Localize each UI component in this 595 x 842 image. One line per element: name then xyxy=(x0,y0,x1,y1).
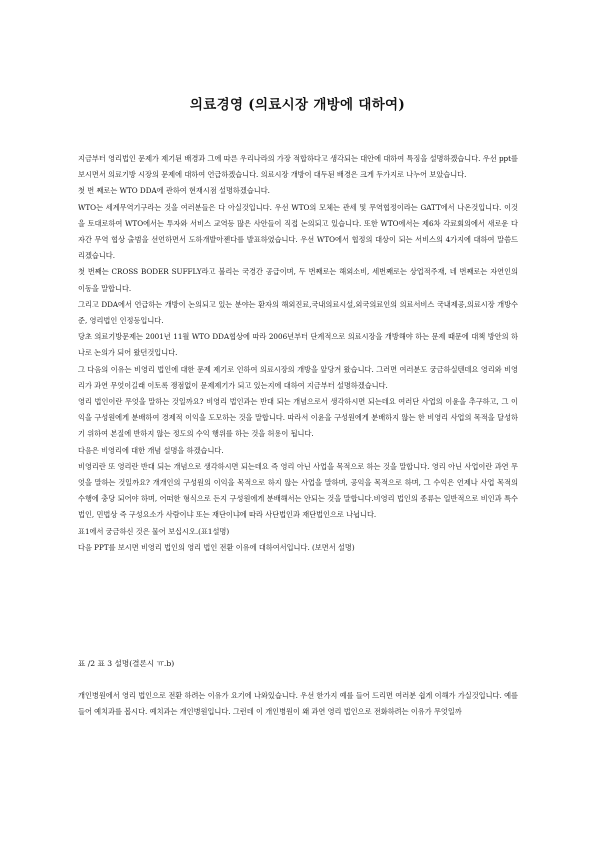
paragraph: 비영리란 또 영리란 반대 되는 개념으로 생각하시면 되는데요 즉 영리 아닌 사업을 목적으로 하는 것을 말합니다. 영리 아닌 사업이란 과연 무엇을 말하는 것일까요? 개개인의 구성원의 이익을 목적으로 하지 않는 사업을 말하며, 공익을 목적으로 하며, 그 수익은 언제나 사업 목적의 수행에 충당 되어야 하며, 어떠한 형식으로 든지 구성원에게 분배해서는 안되는 것을 말합니다.비영리 법인의 종류는 일반적으로 비인과 특수법인, 민법상 즉 구성요소가 사람이냐 또는 재단이냐에 따라 사단법인과 재단법인으로 나뉩니다. xyxy=(78,461,518,520)
paragraph: 그 다음의 이유는 비영리 법인에 대한 문제 제기로 인하여 의료시장의 개방을 앞당겨 왔습니다. 그러면 여러분도 궁금하실텐데요 영리와 비영리가 과연 무엇이길래 이토록 쟁점없이 문제제기가 되고 있는지에 대하여 지금부터 설명하겠습니다. xyxy=(78,364,518,390)
paragraph: 첫 번 째로는 WTO DDA에 관하여 현재시점 설명하겠습니다. xyxy=(78,186,270,196)
paragraph: 당초 의료기방문제는 2001년 11월 WTO DDA협상에 따라 2006년부터 단계적으로 의료시장을 개방해야 하는 문제 때문에 대책 방안의 하나로 논의가 되어 왔던것입니다. xyxy=(78,332,518,358)
document-body-continued xyxy=(78,688,518,720)
table-caption: 표 /2 표 3 설명(결론시 ㅠ.b) xyxy=(78,659,175,668)
paragraph: 개인병원에서 영리 법인으로 전환 하려는 이유가 요기에 나와있습니다. 우선 한가지 예를 들어 드리면 여러분 쉽게 이해가 가실것입니다. 예를 들어 예치과를 봅시다. 예치과는 개인병원입니다. 그런데 이 개인병원이 왜 과연 영리 법인으로 전화하려는 이유가 무엇일까 xyxy=(78,691,518,717)
paragraph: 다음은 비영리에 대한 개념 설명을 하겠습니다. xyxy=(78,445,224,455)
paragraph: 표1에서 궁금하신 것은 물어 보십시오.(표1설명) xyxy=(78,526,230,536)
paragraph: 그리고 DDA에서 언급하는 개방이 논의되고 있는 분야는 환자의 해외진료,국내의료시설,외국의료인의 의료서비스 국내제공,의료시장 개방수준, 영리법인 인정등입니다. xyxy=(78,299,518,326)
paragraph: WTO는 세계무역기구라는 것을 여러분들은 다 아실것입니다. 우선 WTO의 모체는 관세 및 무역협정이라는 GATT에서 나온것입니다. 이것을 토대로하여 WTO에서는 투자와 서비스 교역등 많은 사안들이 직접 논의되고 있습니다. 또한 WTO에서는 제6차 각료회의에서 새로운 다자간 무역 협상 출범을 선언하면서 도하개발아젠다를 발표하였습니다. 우선 WTO에서 협정의 대상이 되는 서비스의 4가지에 대하여 말씀드리겠습니다. xyxy=(78,202,518,261)
paragraph: 영리 법인이란 무엇을 말하는 것일까요? 비영리 법인과는 반대 되는 개념으로서 생각하시면 되는데요 여러단 사업의 이윤을 추구하고, 그 이익을 구성원에게 분배하여 경제적 이익을 도모하는 것을 말합니다. 따라서 이윤을 구성원에게 분배하지 않는 한 비영리 사업의 목적을 달성하기 위하여 본질에 반하지 않는 정도의 수익 행위를 하는 것을 허용이 됩니다. xyxy=(78,397,518,439)
paragraph: 첫 번째는 CROSS BODER SUFFLY라고 불리는 국경간 공급이며, 두 번째로는 해외소비, 세번째로는 상업적주재, 네 번째로는 자연인의 이동을 말합니다. xyxy=(78,267,518,293)
document-body xyxy=(78,151,518,556)
document-title: 의료경영 (의료시장 개방에 대하여) xyxy=(189,97,406,113)
paragraph: 다음 PPT를 보시면 비영리 법인의 영리 법인 전환 이유에 대하여서입니다. (보면서 설명) xyxy=(78,542,355,552)
paragraph: 지금부터 영리법인 문제가 제기된 배경과 그에 따른 우리나라의 가장 적합하다고 생각되는 대안에 대하여 특징을 설명하겠습니다. 우선 ppt를 보시면서 의료기방 시장의 문제에 대하여 언급하겠습니다. 의료시장 개방이 대두된 배경은 크게 두가지로 나누어 보았습니다. xyxy=(78,154,518,180)
